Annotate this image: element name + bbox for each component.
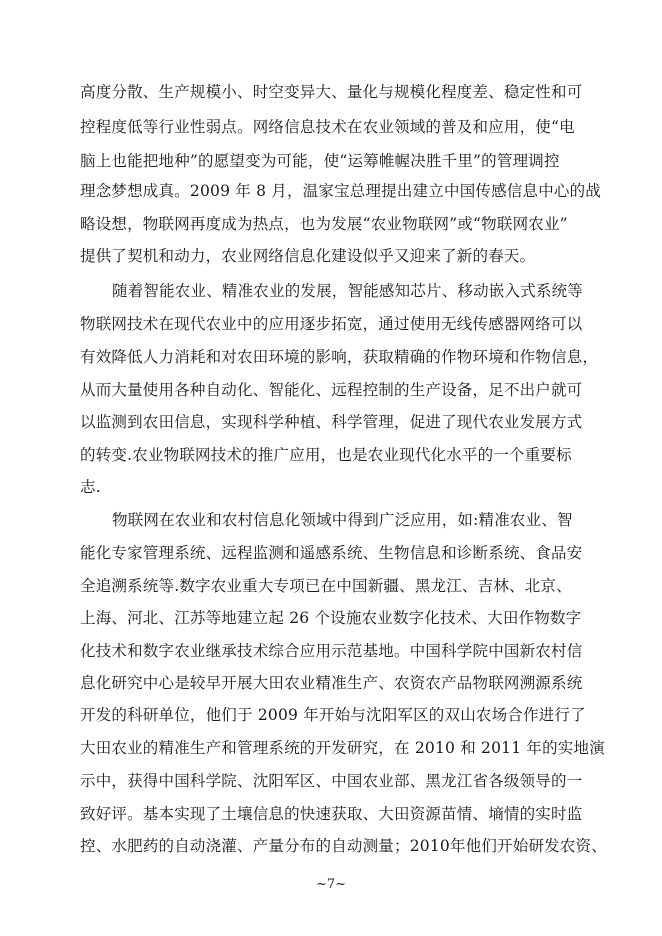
text-line: 志. — [80, 478, 101, 496]
text-line: 理念梦想成真。2009 年 8 月，温家宝总理提出建立中国传感信息中心的战 — [80, 182, 601, 200]
text-line: 物联网技术在现代农业中的应用逐步拓宽，通过使用无线传感器网络可以 — [80, 315, 583, 333]
text-line: 致好评。基本实现了土壤信息的快速获取、大田资源苗情、墒情的实时监 — [80, 805, 583, 823]
text-line: 能化专家管理系统、远程监测和遥感系统、生物信息和诊断系统、食品安 — [80, 544, 583, 562]
text-line: 的转变.农业物联网技术的推广应用，也是农业现代化水平的一个重要标 — [80, 446, 572, 464]
text-line: 从而大量使用各种自动化、智能化、远程控制的生产设备，足不出户就可 — [80, 381, 583, 399]
text-line: 全追溯系统等.数字农业重大专项已在中国新疆、黑龙江、吉林、北京、 — [80, 577, 572, 595]
text-line: 高度分散、生产规模小、时空变异大、量化与规模化程度差、稳定性和可 — [80, 83, 583, 101]
text-line: 大田农业的精准生产和管理系统的开发研究，在 2010 和 2011 年的实地演 — [80, 739, 605, 757]
text-line: 息化研究中心是较早开展大田农业精准生产、农资农产品物联网溯源系统 — [80, 674, 583, 692]
text-line: 脑上也能把地种”的愿望变为可能，使“运筹帷幄决胜千里”的管理调控 — [80, 152, 560, 170]
text-line: 有效降低人力消耗和对农田环境的影响，获取精确的作物环境和作物信息， — [80, 348, 599, 366]
text-line: 上海、河北、江苏等地建立起 26 个设施农业数字化技术、大田作物数字 — [80, 609, 582, 627]
text-line: 物联网在农业和农村信息化领域中得到广泛应用，如:精准农业、智 — [112, 511, 573, 529]
text-line: 化技术和数字农业继承技术综合应用示范基地。中国科学院中国新农村信 — [80, 642, 583, 660]
text-line: 控、水肥药的自动浇灌、产量分布的自动测量；2010年他们开始研发农资、 — [80, 837, 607, 855]
page-number: ~7~ — [315, 877, 347, 892]
text-line: 示中，获得中国科学院、沈阳军区、中国农业部、黑龙江省各级领导的一 — [80, 772, 583, 790]
text-line: 略设想，物联网再度成为热点，也为发展“农业物联网”或“物联网农业” — [80, 215, 568, 233]
text-line: 随着智能农业、精准农业的发展，智能感知芯片、移动嵌入式系统等 — [112, 282, 584, 300]
text-line: 提供了契机和动力，农业网络信息化建设似乎又迎来了新的春天。 — [80, 247, 536, 265]
text-line: 以监测到农田信息，实现科学种植、科学管理，促进了现代农业发展方式 — [80, 413, 583, 431]
text-line: 控程度低等行业性弱点。网络信息技术在农业领域的普及和应用，使“电 — [80, 118, 575, 136]
text-line: 开发的科研单位，他们于 2009 年开始与沈阳军区的双山农场合作进行了 — [80, 706, 586, 724]
